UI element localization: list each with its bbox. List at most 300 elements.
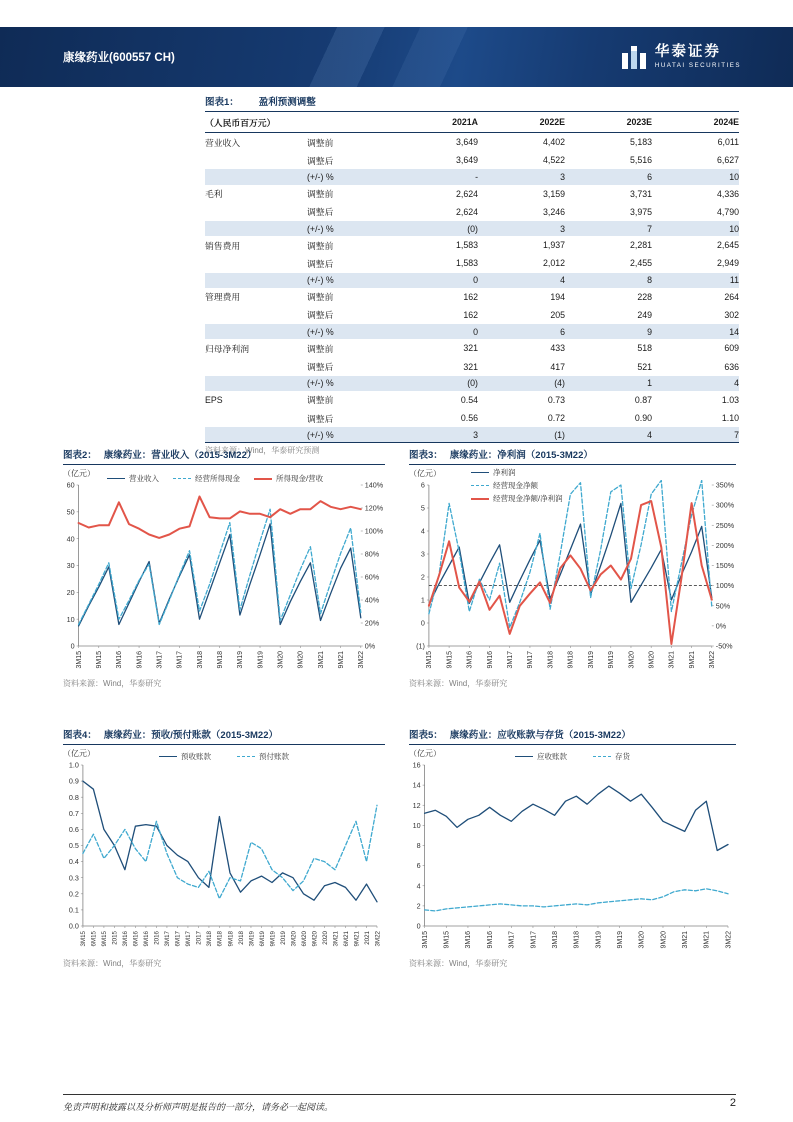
row-label: 调整前 [307,395,334,406]
figure-title-text: 康缘药业：预收/预付账款（2015-3M22） [103,730,278,741]
svg-text:9M21: 9M21 [703,931,711,949]
footer-divider [63,1094,736,1095]
svg-text:100%: 100% [715,581,735,591]
svg-text:3M20: 3M20 [290,931,298,947]
svg-text:2019: 2019 [279,931,287,945]
table-row [205,185,739,203]
row-label: (+/-) % [307,429,334,440]
figure3-plot [409,480,736,676]
table-cell: 0.54 [460,394,478,405]
forecast-table [205,112,739,443]
figure-label: 图表2： [63,450,97,461]
table-cell: 417 [550,361,565,372]
figure-label: 图表3： [409,450,443,461]
axis-unit-label: （亿元） [409,749,441,758]
row-label: 调整前 [307,240,334,251]
figure5-title [409,727,736,745]
metric-name [205,169,307,184]
figure4-advances-svg [63,760,385,956]
table-cell: 0.73 [547,394,565,405]
svg-text:6: 6 [420,480,425,490]
svg-text:3M18: 3M18 [196,651,204,669]
svg-text:9M21: 9M21 [688,651,696,669]
legend-label: 经营所得现金 [195,474,240,483]
svg-text:3M19: 3M19 [587,651,595,669]
source-note: 资料来源：Wind，华泰研究 [409,959,508,968]
row-label: 调整后 [307,310,334,321]
brand-name-en: HUATAI SECURITIES [654,61,741,69]
figure-title-text: 康缘药业：营业收入（2015-3M22） [103,450,257,461]
col-header-2024e: 2024E [652,112,739,133]
svg-text:9M16: 9M16 [143,931,151,947]
metric-name: 销售费用 [205,240,241,251]
table-cell: 3,975 [629,206,652,217]
table-cell: 3,731 [629,188,652,199]
svg-text:9M17: 9M17 [176,651,184,669]
row-label: 调整后 [307,207,334,218]
table-cell: 2,624 [455,188,478,199]
legend-label: 预收账款 [181,752,211,761]
row-label: (+/-) % [307,275,334,286]
svg-text:0: 0 [416,921,421,931]
table-row [205,357,739,375]
table-row [205,203,739,221]
svg-text:9M16: 9M16 [136,651,144,669]
table-cell: 2,949 [716,258,739,269]
metric-name: 毛利 [205,189,223,200]
figure-title-text: 康缘药业：净利润（2015-3M22） [449,450,593,461]
table-cell: 11 [729,275,739,286]
row-label: (+/-) % [307,378,334,389]
svg-text:3M21: 3M21 [317,651,325,669]
svg-text:3M16: 3M16 [122,931,130,947]
svg-text:(1): (1) [416,641,425,651]
svg-text:9M17: 9M17 [530,931,538,949]
table-cell: 6 [647,171,652,182]
table-cell: 14 [729,326,739,337]
figure-label: 图表4： [63,730,97,741]
table-cell: 1,937 [542,240,565,251]
metric-name [205,254,307,272]
svg-text:0.2: 0.2 [68,889,79,899]
metric-name: 管理费用 [205,292,241,303]
svg-text:9M15: 9M15 [96,651,104,669]
table-cell: 609 [724,343,739,354]
metric-name: EPS [205,394,223,405]
svg-text:6M16: 6M16 [132,931,140,947]
figure-title-text: 盈利预测调整 [258,97,316,108]
table-cell: 0.56 [460,413,478,424]
huatai-logo-icon [621,44,647,70]
brand-name-cn: 华泰证券 [654,44,721,61]
svg-text:2015: 2015 [111,931,119,945]
svg-text:1.0: 1.0 [68,760,79,770]
legend-label: 经营现金净额/净利润 [493,494,563,503]
svg-text:2020: 2020 [321,931,329,945]
metric-name [205,273,307,288]
table-cell: 3,649 [455,137,478,148]
figure5-receivables-svg [409,760,736,956]
table-cell: 162 [463,309,478,320]
table-row [205,273,739,288]
legend-label: 净利润 [493,468,516,477]
svg-text:9M21: 9M21 [353,931,361,947]
svg-text:3M21: 3M21 [668,651,676,669]
table-unit-header: （人民币百万元） [205,112,391,133]
table-cell: 9 [647,326,652,337]
svg-text:3M15: 3M15 [426,651,434,669]
svg-text:0.4: 0.4 [68,857,79,867]
svg-text:0.6: 0.6 [68,825,79,834]
table-cell: 6 [560,326,565,337]
table-cell: 1.10 [721,413,739,424]
svg-text:0.1: 0.1 [68,905,79,915]
svg-text:150%: 150% [715,561,735,571]
table-cell: 0 [473,326,478,337]
svg-text:30: 30 [66,561,75,571]
figure4-advances-chart [63,727,385,969]
figure5-receivables-chart [409,727,736,969]
table-cell: 302 [724,309,739,320]
figure5-plot [409,760,736,956]
source-note: 资料来源：Wind，华泰研究 [409,679,508,688]
source-note: 资料来源：Wind，华泰研究 [63,679,162,688]
table-row [205,306,739,324]
legend-label: 经营现金净额 [493,481,538,490]
table-row [205,236,739,254]
svg-text:6M17: 6M17 [174,931,182,947]
table-row [205,169,739,184]
svg-text:9M16: 9M16 [486,651,494,669]
axis-unit-label: （亿元） [63,749,95,758]
table-cell: 6,627 [716,155,739,166]
svg-text:3M20: 3M20 [638,931,646,949]
svg-text:9M21: 9M21 [337,651,345,669]
svg-text:9M18: 9M18 [567,651,575,669]
table-cell: 1,583 [455,240,478,251]
svg-text:2017: 2017 [195,931,203,945]
table-cell: 3 [560,171,565,182]
svg-text:3M20: 3M20 [628,651,636,669]
svg-text:3: 3 [420,549,425,559]
svg-text:20%: 20% [364,618,380,628]
svg-text:0: 0 [420,618,425,628]
metric-name: 归母净利润 [205,343,249,354]
table-cell: 0.72 [547,413,565,424]
svg-text:6M20: 6M20 [300,931,308,947]
svg-text:9M15: 9M15 [443,931,451,949]
col-header-2021a: 2021A [391,112,478,133]
figure4-title [63,727,385,745]
svg-text:3M15: 3M15 [75,651,83,669]
legend-label: 存货 [615,752,630,761]
table-cell: 4,790 [716,206,739,217]
svg-text:4: 4 [420,526,425,536]
table-cell: 4,522 [542,155,565,166]
table-cell: 3,246 [542,206,565,217]
table-row [205,324,739,339]
svg-text:0.0: 0.0 [68,921,79,931]
svg-text:60%: 60% [364,572,380,582]
row-label: (+/-) % [307,171,334,182]
table-cell: (4) [554,378,565,389]
svg-text:3M21: 3M21 [332,931,340,947]
table-cell: 7 [734,429,739,440]
svg-text:0: 0 [70,641,75,651]
source-note: 资料来源：Wind，华泰研究预测 [205,446,320,456]
legend-label: 应收账款 [537,752,567,761]
row-label: 调整后 [307,362,334,373]
svg-text:9M17: 9M17 [185,931,193,947]
svg-text:9M20: 9M20 [311,931,319,947]
svg-text:3M21: 3M21 [681,931,689,949]
table-row [205,409,739,427]
table-row [205,427,739,443]
table-cell: 2,645 [716,240,739,251]
header-band [0,27,793,87]
table-cell: 2,624 [455,206,478,217]
huatai-brand [621,44,741,70]
figure3-title [409,447,736,465]
svg-text:6M21: 6M21 [342,931,350,947]
table-row [205,151,739,169]
table-cell: 0.87 [634,394,652,405]
row-label: 调整前 [307,343,334,354]
legend-label: 营业收入 [129,474,159,483]
svg-text:3M17: 3M17 [156,651,164,669]
table-row [205,339,739,357]
svg-text:2: 2 [416,901,421,911]
svg-text:50%: 50% [715,601,731,611]
svg-text:9M19: 9M19 [269,931,277,947]
svg-text:5: 5 [420,503,425,513]
svg-text:16: 16 [412,760,421,770]
table-cell: 249 [637,309,652,320]
table-cell: 8 [647,275,652,286]
table-cell: 4,402 [542,137,565,148]
svg-text:3M18: 3M18 [551,931,559,949]
svg-text:2: 2 [420,572,425,582]
svg-text:6: 6 [416,861,421,871]
svg-text:100%: 100% [364,526,384,536]
table-cell: 162 [463,291,478,302]
svg-text:3M19: 3M19 [248,931,256,947]
svg-text:3M19: 3M19 [595,931,603,949]
svg-text:6M19: 6M19 [258,931,266,947]
svg-text:0%: 0% [364,641,376,651]
svg-text:200%: 200% [715,540,735,550]
forecast-table-body [205,133,739,443]
axis-unit-label: （亿元） [63,469,95,478]
legend-label: 预付账款 [259,752,289,761]
table-cell: 194 [550,291,565,302]
table-cell: 521 [637,361,652,372]
svg-text:9M18: 9M18 [227,931,235,947]
svg-text:9M15: 9M15 [446,651,454,669]
figure-title-text: 康缘药业：应收账款与存货（2015-3M22） [449,730,631,741]
svg-text:3M18: 3M18 [206,931,214,947]
table-row [205,221,739,236]
figure-label: 图表1： [205,97,239,108]
metric-name [205,151,307,169]
metric-name [205,427,307,443]
svg-text:3M22: 3M22 [709,651,717,669]
table-cell: (0) [467,223,478,234]
svg-text:80%: 80% [364,549,380,559]
row-label: 调整后 [307,155,334,166]
svg-text:9M20: 9M20 [648,651,656,669]
table-cell: 10 [729,223,739,234]
svg-text:9M17: 9M17 [527,651,535,669]
axis-unit-label: （亿元） [409,469,441,478]
svg-text:3M19: 3M19 [237,651,245,669]
svg-text:6M18: 6M18 [216,931,224,947]
table-cell: 264 [724,291,739,302]
svg-text:9M18: 9M18 [217,651,224,669]
figure2-revenue-chart [63,447,385,689]
svg-text:9M19: 9M19 [257,651,265,669]
svg-text:10: 10 [66,614,75,624]
svg-text:1: 1 [420,595,425,605]
svg-text:9M20: 9M20 [660,931,668,949]
svg-text:3M17: 3M17 [164,931,172,947]
table-cell: 2,281 [629,240,652,251]
table-cell: 4,336 [716,188,739,199]
svg-text:300%: 300% [715,500,735,510]
svg-text:40%: 40% [364,595,380,605]
table-cell: 5,516 [629,155,652,166]
svg-text:-50%: -50% [715,641,733,651]
brand-text [655,45,741,69]
figure1-forecast-table [205,94,739,456]
table-cell: (0) [467,378,478,389]
svg-text:14: 14 [412,780,421,790]
table-cell: 4 [647,429,652,440]
table-row [205,133,739,152]
svg-text:3M17: 3M17 [507,651,515,669]
svg-text:20: 20 [66,587,75,597]
table-row [205,391,739,409]
svg-text:3M22: 3M22 [374,931,382,947]
svg-text:9M20: 9M20 [297,651,305,669]
table-cell: 3,649 [455,155,478,166]
table-cell: 2,012 [542,258,565,269]
metric-name [205,203,307,221]
table-cell: 321 [463,343,478,354]
table-row [205,288,739,306]
figure2-title [63,447,385,465]
svg-text:9M19: 9M19 [616,931,624,949]
svg-text:50: 50 [66,507,75,517]
table-cell: 228 [637,291,652,302]
table-cell: 7 [647,223,652,234]
svg-text:40: 40 [66,534,75,544]
figure3-netprofit-svg [409,480,736,676]
svg-text:3M22: 3M22 [358,651,366,669]
svg-text:250%: 250% [715,520,735,530]
svg-text:350%: 350% [715,480,735,490]
table-cell: 3,159 [542,188,565,199]
row-label: (+/-) % [307,223,334,234]
table-cell: - [475,171,478,182]
metric-name [205,357,307,375]
metric-name [205,221,307,236]
table-cell: 1,583 [455,258,478,269]
svg-text:6M15: 6M15 [90,931,98,947]
svg-text:3M15: 3M15 [421,931,429,949]
svg-text:0%: 0% [715,621,727,631]
svg-text:3M22: 3M22 [725,931,733,949]
svg-text:12: 12 [412,800,421,810]
table-cell: 3 [560,223,565,234]
row-label: 调整前 [307,189,334,200]
row-label: 调整后 [307,258,334,269]
svg-text:3M17: 3M17 [508,931,516,949]
table-cell: (1) [554,429,565,440]
svg-text:2021: 2021 [363,931,371,945]
table-row [205,376,739,391]
svg-text:3M16: 3M16 [116,651,124,669]
table-cell: 4 [560,275,565,286]
svg-text:3M16: 3M16 [466,651,474,669]
table-cell: 3 [473,429,478,440]
svg-text:9M19: 9M19 [608,651,616,669]
svg-text:0.8: 0.8 [68,792,79,802]
row-label: (+/-) % [307,326,334,337]
table-cell: 636 [724,361,739,372]
metric-name [205,324,307,339]
page-number: 2 [729,1097,736,1109]
table-cell: 6,011 [717,137,739,148]
table-cell: 321 [463,361,478,372]
metric-name: 营业收入 [205,137,241,148]
row-label: 调整后 [307,413,334,424]
svg-text:10: 10 [412,820,421,830]
company-name: 康缘药业(600557 CH) [63,52,175,64]
table-cell: 518 [637,343,652,354]
metric-name [205,409,307,427]
table-cell: 1.03 [721,394,739,405]
metric-name [205,376,307,391]
legend-label: 所得现金/营收 [276,474,324,483]
table-header-row [205,112,739,133]
svg-text:2018: 2018 [237,931,245,945]
svg-text:0.3: 0.3 [68,873,79,883]
svg-text:3M16: 3M16 [465,931,473,949]
figure2-revenue-svg [63,480,385,676]
metric-name [205,306,307,324]
table-row [205,254,739,272]
svg-text:0.9: 0.9 [68,776,79,786]
table-cell: 0 [473,275,478,286]
svg-text:140%: 140% [364,480,384,490]
figure1-title [205,94,739,112]
svg-text:120%: 120% [364,503,384,513]
table-cell: 10 [729,171,739,182]
figure2-plot [63,480,385,676]
row-label: 调整前 [307,292,334,303]
svg-text:9M18: 9M18 [573,931,581,949]
table-cell: 1 [647,378,652,389]
source-note: 资料来源：Wind，华泰研究 [63,959,162,968]
col-header-2023e: 2023E [565,112,652,133]
svg-text:9M15: 9M15 [101,931,109,947]
table-cell: 5,183 [629,137,652,148]
svg-text:3M18: 3M18 [547,651,555,669]
svg-text:0.7: 0.7 [68,808,79,818]
footer-disclaimer: 免责声明和披露以及分析师声明是报告的一部分，请务必一起阅读。 [63,1102,334,1112]
figure-label: 图表5： [409,730,443,741]
